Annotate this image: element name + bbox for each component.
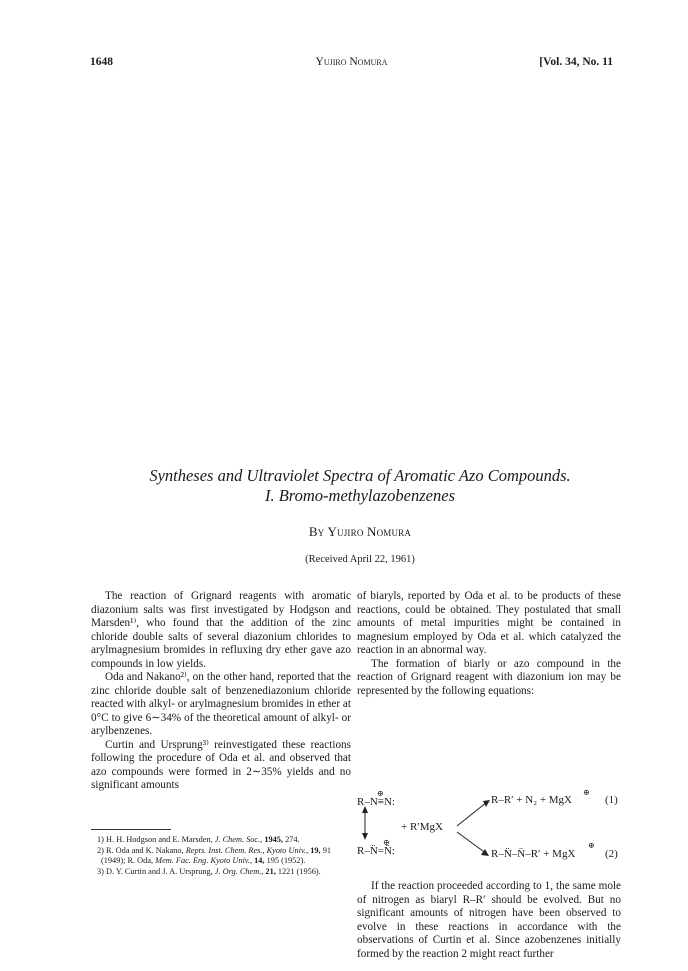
title-line-1: Syntheses and Ultraviolet Spectra of Aromatic Azo Compounds. <box>149 466 571 485</box>
title-block <box>60 466 660 565</box>
footnote-1: 1) H. H. Hodgson and E. Marsden, J. Chem. Soc., 1945, 274. <box>97 835 300 844</box>
paragraph: Curtin and Ursprung³⁾ reinvestigated these reactions following the procedure of Oda et al. and observed that azo compounds were formed in 2∼35% yields and no significant amounts <box>91 738 351 791</box>
product-biaryl: R–R′ + N₂ + MgX <box>491 794 572 806</box>
reactant-diazonium: R–N≡N: <box>357 796 395 808</box>
reactant-diazo: R–N̈=N̈: <box>357 845 395 857</box>
arrowhead-down <box>362 833 368 840</box>
running-author: Yujiro Nomura <box>315 56 388 68</box>
received-date: (Received April 22, 1961) <box>305 554 415 565</box>
paragraph: The formation of biarly or azo compound in the reaction of Grignard reagent with diazonium ion may be represented by the following equations: <box>357 657 621 697</box>
footnote-rule <box>91 829 171 830</box>
reaction-scheme <box>357 788 621 873</box>
footnotes <box>91 835 341 877</box>
left-column <box>91 590 351 793</box>
title-line-2: I. Bromo-methylazobenzenes <box>264 486 455 505</box>
page-number: 1648 <box>90 56 113 68</box>
footnote-2: 2) R. Oda and K. Nakano, Repts. Inst. Chem. Res., Kyoto Univ., 19, 91 (1949); R. Oda, Mem. Fac. Eng. Kyoto Univ., 14, 195 (1952). <box>97 845 331 865</box>
footnote-3: 3) D. Y. Curtin and J. A. Ursprung, J. Org. Chem., 21, 1221 (1956). <box>97 866 321 876</box>
arrow-to-product-1 <box>457 802 487 826</box>
charge-plus: ⊕ <box>583 788 590 797</box>
arrow-to-product-2 <box>457 832 487 854</box>
paragraph: The reaction of Grignard reagents with aromatic diazonium salts was first investigated by Hodgson and Marsden¹⁾, who found that the addition of the zinc chloride double salts of several diazonium chlorides to arylmagnesium bromides in refluxing dry ether gave azo compounds in low yields. <box>91 590 351 670</box>
right-column <box>357 590 621 698</box>
reaction-arrows <box>357 788 621 873</box>
paragraph: of biaryls, reported by Oda et al. to be products of these reactions, could be obtained. They postulated that small amounts of metal impurities might be contained in magnesium employed by Oda et al. which catalyzed the reaction in an abnormal way. <box>357 590 621 656</box>
byline: By Yujiro Nomura <box>308 524 412 539</box>
running-header <box>90 56 613 72</box>
paragraph: If the reaction proceeded according to 1, the same mole of nitrogen as biaryl R–R′ should be evolved. But no significant amounts of nitrogen have been observed to evolve in these reactions in accordance with the observations of Curtin et al. Since azobenzenes initially formed by the reaction 2 might react further <box>357 880 621 960</box>
right-column-continued <box>357 880 621 961</box>
equation-number-2: (2) <box>605 848 618 860</box>
charge-plus: ⊕ <box>588 841 595 850</box>
product-azo: R–N̈–N̈–R′ + MgX <box>491 848 576 860</box>
charge-plus: ⊕ <box>383 838 390 847</box>
paragraph: Oda and Nakano²⁾, on the other hand, reported that the zinc chloride double salt of benzenediazonium chloride reacted with alkyl- or arylmagnesium bromides in ether at 0°C to give 6∼34% of the theoretical amount of alkyl- or arylbenzenes. <box>91 671 351 737</box>
volume-issue: [Vol. 34, No. 11 <box>539 56 613 68</box>
reagent-grignard: + R′MgX <box>401 821 443 833</box>
charge-plus: ⊕ <box>377 789 384 798</box>
equation-number-1: (1) <box>605 794 618 806</box>
